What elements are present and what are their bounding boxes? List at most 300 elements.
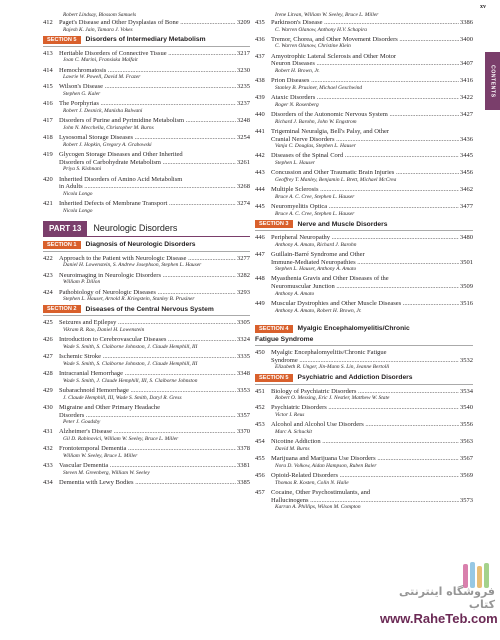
toc-entry[interactable] [255,275,473,297]
toc-entry-line [255,349,473,357]
section-title: Myalgic Encephalomyelitis/Chronic [297,324,410,332]
chapter-title: Psychiatric Disorders ..... [271,404,459,412]
toc-entry[interactable] [43,176,250,198]
toc-entry[interactable] [255,53,473,75]
toc-entry[interactable] [43,272,250,287]
toc-entry[interactable] [255,251,473,273]
chapter-authors: Gil D. Rabinovici, William W. Seeley, Bruce L. Miller [63,436,179,443]
chapter-authors: Elizabeth R. Unger, Jin-Mann S. Lin, Jeanne Bertolli [275,364,390,371]
page-ref: 3563 [460,438,473,446]
toc-entry-line [43,428,250,436]
chapter-number: 421 [43,200,53,208]
toc-entry-line [43,176,250,184]
toc-entry-line [43,19,250,27]
chapter-title: Seizures and Epilepsy ..... [59,319,236,327]
toc-entry-line [255,251,473,259]
chapter-number: 452 [255,404,265,412]
toc-entry-line [43,387,250,395]
toc-entry[interactable] [255,300,473,315]
toc-entry-line [255,234,473,242]
chapter-number: 432 [43,445,53,453]
page-ref: 3516 [460,300,473,308]
page-ref: 3378 [237,445,250,453]
chapter-number: 426 [43,336,53,344]
page-ref: 3305 [237,319,250,327]
chapter-title-continued [255,283,473,291]
chapter-title: Prion Diseases ..... [271,77,459,85]
toc-entry-line [255,111,473,119]
page-ref: 3335 [237,353,250,361]
chapter-title-continued [43,183,250,191]
toc-entry[interactable] [43,134,250,149]
chapter-authors: Stephen L. Hauser, Arnold R. Kriegstein, Stanley B. Prusiner [63,296,195,303]
toc-entry-line [43,100,250,108]
toc-entry-line [255,94,473,102]
chapter-title: Glycogen Storage Diseases and Other Inherited [59,151,183,159]
chapter-authors: Victor I. Reus [275,412,305,419]
page-ref: 3268 [237,183,250,191]
toc-entry[interactable] [255,472,473,487]
chapter-authors: Nora D. Volkow, Aidan Hampson, Ruben Baler [275,462,377,469]
toc-entry-line [43,117,250,125]
chapter-title: Hemochromatosis ..... [59,67,236,75]
chapter-number: 429 [43,386,53,394]
page-ref: 3237 [237,100,250,108]
toc-entry[interactable] [43,479,250,487]
chapter-number: 442 [255,152,265,160]
toc-entry-line [43,151,250,159]
toc-entry[interactable] [43,462,250,477]
chapter-title-line: Cranial Nerve Disorders ..... [271,136,459,144]
part-title: Neurologic Disorders [93,223,178,234]
chapter-title: Multiple Sclerosis ..... [271,186,459,194]
toc-entry-line [43,353,250,361]
section-label: SECTION 4 [255,325,293,333]
section-header [43,36,250,47]
right-toc-column [255,12,473,514]
chapter-number: 440 [255,110,265,118]
toc-entry[interactable] [255,111,473,126]
toc-entry[interactable] [255,169,473,184]
toc-entry[interactable] [255,349,473,371]
chapter-number: 445 [255,203,265,211]
toc-entry-line [255,489,473,497]
chapter-title-line: Disorders ..... [59,412,236,420]
page-ref: 3407 [460,60,473,68]
chapter-title: Marijuana and Marijuana Use Disorders ..... [271,455,459,463]
chapter-number: 427 [43,353,53,361]
chapter-authors: David M. Burns [275,445,310,452]
toc-entry-line [255,53,473,61]
chapter-number: 456 [255,472,265,480]
left-toc-column [43,12,250,489]
watermark-persian-text: فروشگاه اینترنتی کتاب [398,585,495,611]
chapter-title-continued [255,136,473,144]
page-ref: 3556 [460,421,473,429]
chapter-title: Dementia with Lewy Bodies ..... [59,479,236,487]
chapter-authors: Richard J. Barohn, John W. Engstrom [275,118,357,125]
page-ref: 3540 [460,404,473,412]
toc-entry[interactable] [43,255,250,270]
toc-entry[interactable] [43,19,250,34]
toc-entry[interactable] [255,186,473,201]
page-ref: 3477 [460,203,473,211]
chapter-number: 446 [255,234,265,241]
chapter-title: The Porphyrias ..... [59,100,236,108]
page-ref: 3462 [460,186,473,194]
chapter-authors: Robert J. Hopkin, Gregory A. Grabowski [63,141,152,148]
toc-entry[interactable] [255,36,473,51]
chapter-title: Nicotine Addiction ..... [271,438,459,446]
chapter-authors: C. Warren Olanow, Anthony H.V. Schapira [275,26,367,33]
chapter-authors: Anthony A. Amato, Robert H. Brown, Jr. [275,307,362,314]
chapter-title: Ataxic Disorders ..... [271,94,459,102]
chapter-authors: Wade S. Smith, S. Claiborne Johnston, J. Claude Hemphill, III [63,343,198,350]
toc-entry-line [43,67,250,75]
chapter-title-line: Disorders of Carbohydrate Metabolism ..... [59,159,236,167]
chapter-authors: Stephen L. Hauser, Anthony A. Amato [275,266,357,273]
toc-entry[interactable] [43,404,250,426]
page-ref: 3427 [460,110,473,118]
toc-entry[interactable] [43,50,250,65]
chapter-authors: Marc A. Schuckit [275,429,312,436]
chapter-number: 439 [255,94,265,102]
page-ref: 3277 [237,254,250,262]
chapter-title: Muscular Dystrophies and Other Muscle Diseases ..... [271,300,459,308]
page-ref: 3573 [460,496,473,504]
chapter-title-continued [255,357,473,365]
chapter-title-line: in Adults ..... [59,183,236,191]
toc-entry[interactable] [43,67,250,82]
page-ref: 3370 [237,428,250,436]
toc-entry-line [255,455,473,463]
section-header [255,220,473,231]
chapter-number: 450 [255,348,265,356]
page-ref: 3445 [460,152,473,160]
toc-entry-line [255,77,473,85]
chapter-authors: Wade S. Smith, S. Claiborne Johnston, J. Claude Hemphill, III [63,360,198,367]
chapter-title-continued [43,412,250,420]
chapter-number: 416 [43,100,53,108]
chapter-title-continued [43,159,250,167]
toc-entry-line [255,388,473,396]
chapter-title-continued [255,259,473,267]
toc-entry[interactable] [255,77,473,92]
section-label: SECTION 5 [43,36,81,44]
chapter-number: 430 [43,403,53,411]
chapter-number: 436 [255,35,265,43]
chapter-title: Disorders of Purine and Pyrimidine Metabolism ..... [59,117,236,125]
page-ref: 3509 [460,283,473,291]
chapter-authors: Bruce A. C. Cree, Stephen L. Hauser [275,193,355,200]
chapter-authors: Anthony A. Amato, Richard J. Barohn [275,241,357,248]
toc-entry[interactable] [43,387,250,402]
chapter-number: 423 [43,271,53,279]
section-label: SECTION 5 [255,374,293,382]
toc-entry-line [255,421,473,429]
chapter-authors: Lawrie W. Powell, David M. Frazer [63,74,141,81]
page-ref: 3230 [237,66,250,74]
toc-entry[interactable] [255,421,473,436]
chapter-number: 431 [43,428,53,436]
chapter-title: Biology of Psychiatric Disorders ..... [271,388,459,396]
chapter-number: 437 [255,52,265,60]
chapter-number: 451 [255,387,265,395]
section-header [43,241,250,252]
chapter-title-continued [255,60,473,68]
chapter-authors: Thomas R. Kosten, Colin N. Haile [275,479,349,486]
chapter-title: Migraine and Other Primary Headache [59,403,161,411]
chapter-authors: Nicola Longo [63,191,93,198]
chapter-authors: Robert O. Messing, Eric J. Nestler, Matthew W. State [275,395,390,402]
chapter-authors: Bruce A. C. Cree, Stephen L. Hauser [275,210,355,217]
section-header [255,317,473,346]
page-ref: 3324 [237,336,250,344]
page-ref: 3282 [237,271,250,279]
page-ref: 3235 [237,83,250,91]
chapter-title: Subarachnoid Hemorrhage ..... [59,387,236,395]
toc-entry-line [43,200,250,208]
chapter-title: Inherited Defects of Membrane Transport ..... [59,200,236,208]
toc-entry[interactable] [43,117,250,132]
section-title: Disorders of Intermediary Metabolism [85,36,206,44]
page-ref: 3261 [237,158,250,166]
part-header [43,221,250,237]
chapter-authors: Karran A. Phillips, Wilson M. Compton [275,504,361,511]
chapter-title: Amyotrophic Lateral Sclerosis and Other Motor [271,52,397,60]
toc-entry[interactable] [255,128,473,150]
page-ref: 3274 [237,200,250,208]
chapter-title: Opioid-Related Disorders ..... [271,472,459,480]
page-ref: 3567 [460,455,473,463]
toc-entry-line [255,275,473,283]
chapter-number: 417 [43,117,53,125]
chapter-title: Lysosomal Storage Diseases ..... [59,134,236,142]
chapter-number: 448 [255,275,265,283]
page-ref: 3436 [460,135,473,143]
chapter-title-line: Syndrome ..... [271,357,459,365]
contents-side-tab[interactable] [485,52,500,110]
chapter-number: 449 [255,300,265,308]
chapter-title: Cocaine, Other Psychostimulants, and [271,488,371,496]
chapter-number: 455 [255,455,265,463]
chapter-authors: Geoffrey T. Manley, Benjamin L. Brett, Michael McCrea [275,177,397,184]
toc-entry-line [255,472,473,480]
chapter-number: 419 [43,151,53,159]
toc-entry[interactable] [43,319,250,334]
watermark-url: www.RaheTeb.com [380,611,498,626]
watermark [380,585,498,626]
toc-entry[interactable] [255,404,473,419]
chapter-number: 443 [255,169,265,177]
page-ref: 3416 [460,77,473,85]
toc-entry-line [255,152,473,160]
chapter-title: Inherited Disorders of Amino Acid Metabolism [59,175,183,183]
toc-entry[interactable] [43,100,250,115]
chapter-title: Introduction to Cerebrovascular Diseases ..... [59,336,236,344]
chapter-title: Intracranial Hemorrhage ..... [59,370,236,378]
chapter-title-line: Neuromuscular Junction ..... [271,283,459,291]
page-ref: 3456 [460,169,473,177]
chapter-authors: Peter J. Goadsby [63,419,101,426]
chapter-authors: Wade S. Smith, J. Claude Hemphill, III, S. Claiborne Johnston [63,377,198,384]
toc-entry[interactable] [43,428,250,443]
toc-entry[interactable] [255,94,473,109]
toc-entry[interactable] [255,19,473,34]
chapter-authors: Robert J. Desnick, Manisha Balwani [63,108,143,115]
page-ref: 3248 [237,117,250,125]
toc-entry-line [43,255,250,263]
page-ref: 3357 [237,411,250,419]
page-ref: 3532 [460,356,473,364]
chapter-title-line: Neuron Diseases ..... [271,60,459,68]
toc-entry-line [43,83,250,91]
toc-entry[interactable] [43,200,250,215]
toc-entry[interactable] [255,489,473,511]
toc-entry[interactable] [255,388,473,403]
section-title: Diseases of the Central Nervous System [85,305,214,313]
chapter-authors: Joan C. Marini, Fransiska Malfait [63,57,138,64]
toc-entry-line [255,36,473,44]
chapter-title: Paget's Disease and Other Dysplasias of Bone ..... [59,19,236,27]
toc-entry-line [255,169,473,177]
section-header [255,374,473,385]
chapter-number: 420 [43,175,53,183]
toc-entry-line [255,438,473,446]
chapter-authors: C. Warren Olanow, Christine Klein [275,43,351,50]
chapter-title: Parkinson's Disease ..... [271,19,459,27]
section-label: SECTION 3 [255,220,293,228]
chapter-number: 454 [255,438,265,446]
chapter-authors: Anthony A. Amato [275,290,315,297]
chapter-title: Pathobiology of Neurologic Diseases ..... [59,289,236,297]
chapter-number: 414 [43,66,53,74]
toc-entry[interactable] [255,234,473,249]
chapter-title: Approach to the Patient with Neurologic Disease ..... [59,255,236,263]
toc-authors: Irene Litvan, William W. Seeley, Bruce L. Miller [275,12,379,18]
page-ref: 3422 [460,94,473,102]
toc-entry[interactable] [255,203,473,218]
chapter-authors: Daniel H. Lowenstein, S. Andrew Josephson, Stephen L. Hauser [63,262,202,269]
chapter-authors: Roger N. Rosenberg [275,101,319,108]
page-ref: 3386 [460,18,473,26]
chapter-number: 438 [255,77,265,85]
chapter-title-line: Hallucinogens ..... [271,497,459,505]
section-label: SECTION 1 [43,241,81,249]
chapter-number: 453 [255,421,265,429]
chapter-authors: Nicola Longo [63,207,93,214]
section-label: SECTION 2 [43,305,81,313]
chapter-title: Concussion and Other Traumatic Brain Injuries ..... [271,169,459,177]
part-label: PART 13 [43,221,87,236]
chapter-number: 435 [255,18,265,26]
chapter-title: Wilson's Disease ..... [59,83,236,91]
toc-entry-line [43,289,250,297]
toc-entry-line [255,186,473,194]
toc-entry-line [43,404,250,412]
chapter-number: 422 [43,254,53,262]
chapter-title: Myasthenia Gravis and Other Diseases of the [271,275,389,283]
chapter-title: Alzheimer's Disease ..... [59,428,236,436]
chapter-number: 457 [255,488,265,496]
toc-entry[interactable] [43,83,250,98]
page-ref: 3217 [237,49,250,57]
toc-entry-line [255,203,473,211]
chapter-title: Alcohol and Alcohol Use Disorders ..... [271,421,459,429]
chapter-number: 413 [43,49,53,57]
toc-entry[interactable] [43,336,250,351]
toc-entry[interactable] [43,289,250,304]
chapter-title-line: Immune-Mediated Neuropathies ..... [271,259,459,267]
chapter-authors: Stephen L. Hauser [275,160,315,167]
chapter-authors: Stanley B. Prusiner, Michael Geschwind [275,84,363,91]
toc-entry[interactable] [255,152,473,167]
toc-entry-line [43,462,250,470]
chapter-title-continued [255,497,473,505]
page-ref: 3381 [237,462,250,470]
chapter-authors: Vikram R. Rao, Daniel H. Lowenstein [63,327,145,334]
toc-entry-line [43,445,250,453]
chapter-authors: Vanja C. Douglas, Stephen L. Hauser [275,143,356,150]
chapter-title: Heritable Disorders of Connective Tissue ..... [59,50,236,58]
chapter-authors: J. Claude Hemphill, III, Wade S. Smith, Daryl R. Gress [63,394,182,401]
toc-entry[interactable] [255,455,473,470]
chapter-authors: William W. Seeley, Bruce L. Miller [63,453,138,460]
toc-entry-line [43,370,250,378]
toc-entry[interactable] [43,445,250,460]
chapter-title: Neuroimaging in Neurologic Disorders ..... [59,272,236,280]
chapter-number: 412 [43,18,53,26]
chapter-number: 444 [255,186,265,194]
toc-entry[interactable] [43,370,250,385]
chapter-authors: Stephen G. Kaler [63,91,101,98]
page-ref: 3293 [237,288,250,296]
chapter-title: Trigeminal Neuralgia, Bell's Palsy, and Other [271,127,390,135]
chapter-title: Frontotemporal Dementia ..... [59,445,236,453]
chapter-authors: Rajesh K. Jain, Tamara J. Vokes [63,26,133,33]
page-ref: 3480 [460,234,473,241]
page-ref: 3501 [460,258,473,266]
page-ref: 3400 [460,35,473,43]
toc-entry-line [43,134,250,142]
chapter-number: 424 [43,288,53,296]
chapter-authors: Priya S. Kishnani [63,166,102,173]
chapter-number: 425 [43,319,53,327]
chapter-number: 434 [43,479,53,487]
toc-entry[interactable] [255,438,473,453]
chapter-number: 441 [255,127,265,135]
section-header [43,305,250,316]
chapter-number: 447 [255,250,265,258]
page-ref: 3254 [237,134,250,142]
toc-entry[interactable] [43,353,250,368]
page-ref: 3534 [460,387,473,395]
page-number: xv [480,4,486,10]
toc-entry-line [255,300,473,308]
chapter-number: 415 [43,83,53,91]
toc-entry-line [43,479,250,487]
toc-entry[interactable] [43,151,250,173]
toc-entry-line [43,319,250,327]
chapter-title: Ischemic Stroke ..... [59,353,236,361]
section-title: Nerve and Muscle Disorders [297,220,388,228]
chapter-authors: John N. Mecchella, Christopher M. Burns [63,124,154,131]
chapter-title: Myalgic Encephalomyelitis/Chronic Fatigue [271,348,387,356]
section-title-continued: Fatigue Syndrome [255,335,314,343]
chapter-title: Guillain-Barré Syndrome and Other [271,250,365,258]
toc-entry-line [43,272,250,280]
chapter-authors: Steven M. Greenberg, William W. Seeley [63,469,150,476]
